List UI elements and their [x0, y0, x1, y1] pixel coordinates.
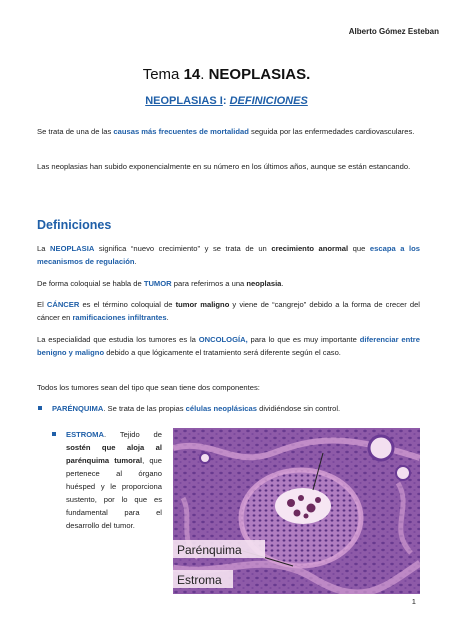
text: El [37, 300, 47, 309]
text: . [134, 257, 137, 266]
text-highlight: células neoplásicas [185, 404, 257, 413]
subtitle-right: DEFINICIONES [229, 95, 308, 107]
text-bold: crecimiento anormal [271, 244, 349, 253]
text: . [281, 279, 284, 288]
title-name: NEOPLASIAS. [208, 66, 311, 83]
text: es el término coloquial de [79, 300, 176, 309]
text: para referirnos a una [171, 279, 247, 288]
text-highlight: TUMOR [143, 279, 172, 288]
def-paragraph-2 [37, 277, 420, 290]
text: debido a que lógicamente el tratamiento será diferente según el caso. [104, 348, 341, 357]
bullet-marker-icon [38, 406, 42, 410]
micrograph-figure [173, 428, 420, 594]
def-paragraph-1 [37, 242, 420, 268]
label-parenquima: Parénquima [177, 543, 242, 557]
intro-paragraph-2: Las neoplasias han subido exponencialmente en su número en los últimos años, aunque se están estancando. [37, 162, 411, 171]
text: La [37, 244, 51, 253]
text-bold: neoplasia [246, 279, 282, 288]
micrograph-image [173, 428, 420, 594]
text-highlight: ramificaciones infiltrantes [72, 313, 167, 322]
bullet-parenquima [52, 402, 340, 415]
title-prefix: Tema [142, 66, 184, 83]
page-title [0, 66, 453, 83]
text: dividiéndose sin control. [256, 404, 341, 413]
def-paragraph-3 [37, 298, 420, 324]
text: Se trata de una de las [37, 127, 114, 136]
bullet-estroma [66, 428, 162, 532]
text: para lo que es muy importante [247, 335, 360, 344]
subtitle-left: NEOPLASIAS I [145, 95, 223, 107]
text: De forma coloquial se habla de [37, 279, 144, 288]
text-highlight: diferenciar entre benigno y maligno [37, 335, 420, 357]
def-paragraph-5: Todos los tumores sean del tipo que sean tiene dos componentes: [37, 383, 260, 392]
intro-paragraph-1 [37, 125, 420, 138]
def-paragraph-4 [37, 333, 420, 359]
text-bold: tumor maligno [175, 300, 230, 309]
subtitle-colon: : [222, 95, 230, 107]
text-highlight: ESTROMA [66, 430, 104, 439]
title-number: 14 [183, 66, 201, 83]
text-highlight: CÁNCER [46, 300, 80, 309]
text: . Tejido de [103, 430, 162, 439]
bullet-marker-icon [52, 432, 56, 436]
text: . [166, 313, 169, 322]
label-estroma: Estroma [177, 573, 222, 587]
text-highlight: ONCOLOGÍA, [198, 335, 248, 344]
text: que [348, 244, 370, 253]
text: significa “nuevo crecimiento” y se trata de un [94, 244, 272, 253]
text: . Se trata de las propias [103, 404, 186, 413]
text: seguida por las enfermedades cardiovasculares. [248, 127, 415, 136]
text-bold: sostén que aloja al parénquima tumoral [66, 443, 162, 465]
author-header: Alberto Gómez Esteban [348, 27, 439, 36]
text-highlight: causas más frecuentes de mortalidad [113, 127, 249, 136]
section-heading: Definiciones [37, 218, 112, 232]
text: y viene de “cangrejo” debido a la forma de crecer del cáncer en [37, 300, 420, 322]
text-highlight: NEOPLASIA [50, 244, 95, 253]
title-sep: . [200, 66, 209, 83]
page-number: 1 [411, 597, 416, 606]
text-highlight: escapa a los mecanismos de regulación [37, 244, 421, 266]
text: La especialidad que estudia los tumores es la [37, 335, 199, 344]
text-highlight: PARÉNQUIMA [52, 404, 104, 413]
page-subtitle [0, 95, 453, 107]
text: , que pertenece al órgano huésped y le proporciona sustento, por lo que es fundamental para el desarrollo del tumor. [66, 456, 163, 530]
